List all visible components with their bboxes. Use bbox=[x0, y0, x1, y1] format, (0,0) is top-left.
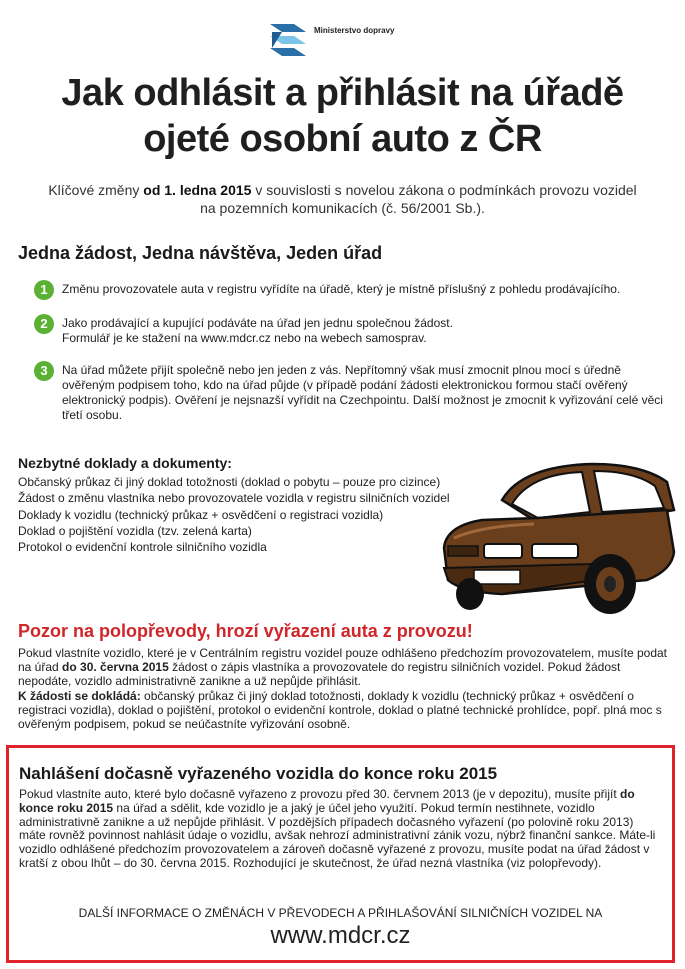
intro-text bbox=[40, 181, 645, 217]
warning-attachments-text: občanský průkaz či jiný doklad totožnosti, doklady k vozidlu (technický průkaz + osvědčení o registraci vozidla), doklad o pojištění, protokol o evidenční kontrole, doklad o platné technické prohlídce, popř. plná moc s ověřeným podpisem, pokud se neúčastníte vyřizování osobně. bbox=[18, 688, 662, 732]
list-item: Doklad o pojištění vozidla (tzv. zelená karta) bbox=[18, 523, 252, 538]
title-line-2: ojeté osobní auto z ČR bbox=[143, 118, 542, 160]
step-text: Jako prodávající a kupující podáváte na úřad jen jednu společnou žádost. Formulář je ke stažení na www.mdcr.cz nebo na webech samosprav. bbox=[62, 316, 453, 345]
step-number-badge: 3 bbox=[34, 361, 54, 381]
list-item: Žádost o změnu vlastníka nebo provozovatele vozidla v registru silničních vozidel bbox=[18, 491, 450, 506]
box-text bbox=[19, 788, 659, 871]
more-info-text: DALŠÍ INFORMACE O ZMĚNÁCH V PŘEVODECH A PŘIHLAŠOVÁNÍ SILNIČNÍCH VOZIDEL NA bbox=[78, 906, 603, 920]
box-title: Nahlášení dočasně vyřazeného vozidla do konce roku 2015 bbox=[19, 764, 498, 783]
warning-attachments-label: K žádosti se dokládá: bbox=[18, 688, 141, 703]
step-number-badge: 2 bbox=[34, 314, 54, 334]
box-text-part: Pokud vlastníte auto, které bylo dočasně vyřazeno z provozu před 30. červnem 2013 (je v depozitu), musíte přijít bbox=[19, 787, 620, 801]
website-link[interactable]: www.mdcr.cz bbox=[270, 922, 411, 949]
deregistered-vehicle-box bbox=[6, 745, 675, 963]
list-item: Doklady k vozidlu (technický průkaz + osvědčení o registraci vozidla) bbox=[18, 507, 384, 522]
step-text: Na úřad můžete přijít společně nebo jen jeden z vás. Nepřítomný však musí zmocnit plnou mocí s úředně ověřeným podpisem toho, kdo na úřad půjde (v případě podání žádosti elektronickou formou stačí ověřený elektronický podpis). Ověření je nejsnazší vyřídit na Czechpointu. Další možnost je zmocnit k vyřizování celé věci třetí osobu. bbox=[62, 363, 663, 422]
page-title bbox=[0, 70, 685, 162]
warning-text-part: Pokud vlastníte vozidlo, které je v Centrálním registru vozidel pouze odhlášeno předchozím provozovatelem, musíte podat na úřad bbox=[18, 646, 668, 675]
warning-text-part: žádost o zápis vlastníka a provozovatele do registru silničních vozidel. Pokud žádost nepodáte, vozidlo administrativně zanikne a už nepůjde přihlásit. bbox=[18, 660, 621, 689]
list-item: Občanský průkaz či jiný doklad totožnosti (doklad o pobytu – pouze pro cizince) bbox=[18, 475, 441, 489]
logo-text: Ministerstvo dopravy bbox=[314, 26, 395, 35]
documents-title: Nezbytné doklady a dokumenty: bbox=[18, 455, 232, 471]
intro-part-2: v souvislosti s novelou zákona o podmínkách provozu vozidel na pozemních komunikacích (č. 56/2001 Sb.). bbox=[200, 182, 637, 216]
title-line-1: Jak odhlásit a přihlásit na úřadě bbox=[61, 72, 624, 114]
intro-part-1: Klíčové změny bbox=[48, 182, 144, 198]
car-illustration bbox=[442, 452, 677, 622]
ministry-logo-icon bbox=[268, 20, 312, 56]
section-title-one-application: Jedna žádost, Jedna návštěva, Jeden úřad bbox=[18, 243, 383, 263]
box-text-part: na úřad a sdělit, kde vozidlo je a jaký je účel jeho využití. Pokud termín nestihnete, vozidlo administrativně zanikne a už nepůjde přihlásit. V pozdějších případech dočasného vyřazení (po polovině roku 2013) máte rovněž povinnost nahlásit údaje o vozidlu, avšak nehrozí administrativní zánik vozu, nýbrž finanční sankce. Máte-li vozidlo odhlášené předchozím provozovatelem a zároveň dočasně vyřazené z provozu, musíte podat na úřad žádost v kratší z obou lhůt – do 30. června 2015. Rozhodující je skutečnost, že úřad nezná vlastníka (viz polopřevody). bbox=[19, 800, 656, 870]
step-number-badge: 1 bbox=[34, 280, 54, 300]
warning-deadline: do 30. června 2015 bbox=[62, 660, 169, 675]
warning-text bbox=[18, 646, 668, 731]
ministry-logo bbox=[268, 20, 418, 56]
warning-title: Pozor na polopřevody, hrozí vyřazení auta z provozu! bbox=[18, 621, 473, 641]
list-item: Protokol o evidenční kontrole silničního vozidla bbox=[18, 540, 267, 555]
intro-bold: od 1. ledna 2015 bbox=[143, 182, 252, 198]
step-text: Změnu provozovatele auta v registru vyřídíte na úřadě, který je místně příslušný z pohledu prodávajícího. bbox=[62, 282, 621, 296]
box-deadline: do konce roku 2015 bbox=[19, 787, 635, 815]
documents-list bbox=[18, 474, 450, 555]
